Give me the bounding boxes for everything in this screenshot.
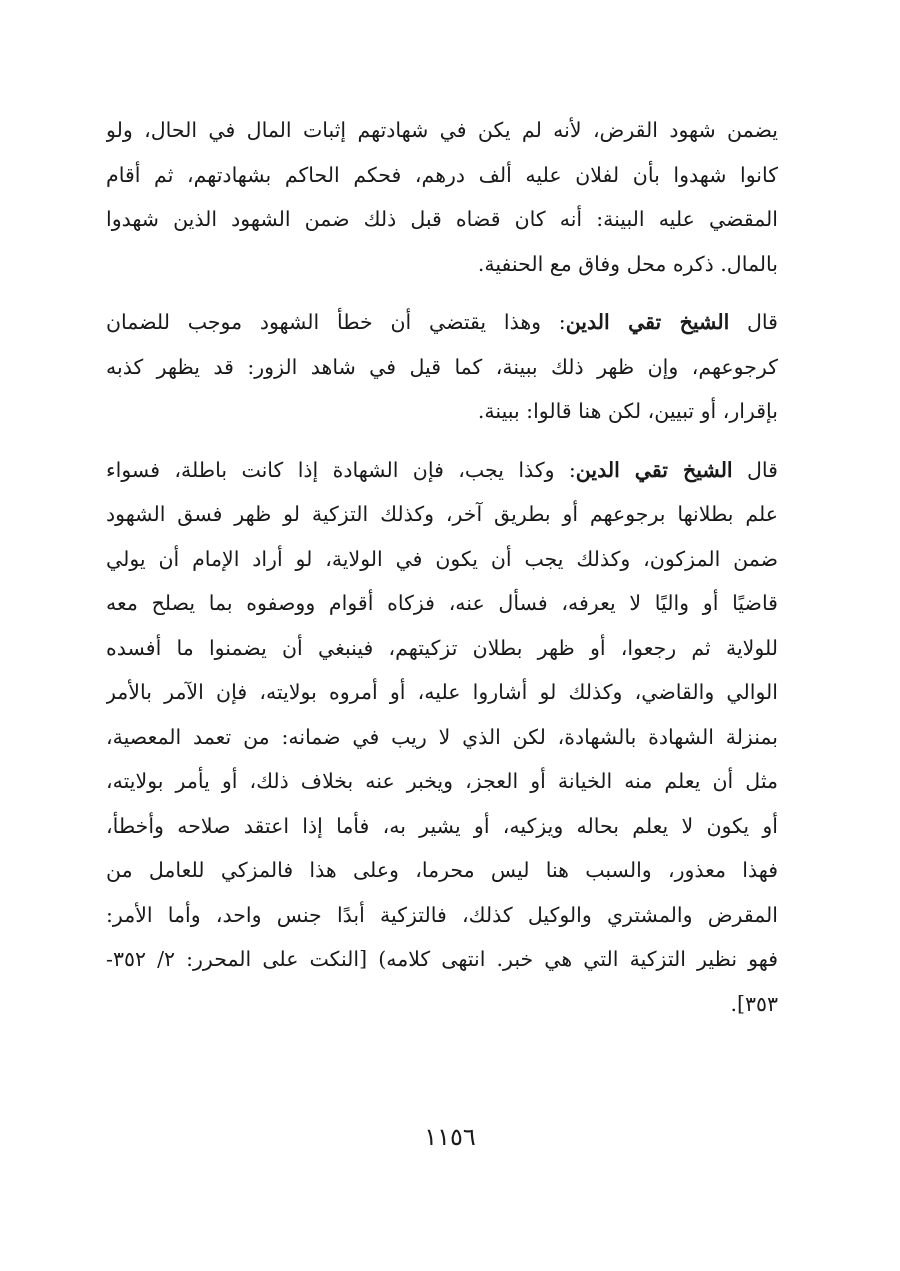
text-rest: : وهذا يقتضي أن خطأ الشهود موجب للضمان bbox=[106, 310, 566, 334]
text-line: مثل أن يعلم منه الخيانة أو العجز، ويخبر عنه بخلاف ذلك، أو يأمر بولايته، bbox=[106, 769, 778, 793]
text-prefix: قال bbox=[732, 457, 778, 482]
page-body bbox=[106, 108, 778, 1026]
paragraph-2 bbox=[106, 300, 778, 434]
text-rest: : وكذا يجب، فإن الشهادة إذا كانت باطلة، فسواء bbox=[106, 457, 576, 482]
text-line: يضمن شهود القرض، لأنه لم يكن في شهادتهم إثبات المال في الحال، ولو bbox=[106, 118, 778, 142]
text-line: أو يكون لا يعلم بحاله ويزكيه، أو يشير به، فأما إذا اعتقد صلاحه وأخطأ، bbox=[106, 813, 778, 838]
text-line: المقضي عليه البينة: أنه كان قضاه قبل ذلك ضمن الشهود الذين شهدوا bbox=[106, 207, 778, 231]
page-number: ١١٥٦ bbox=[424, 1123, 476, 1151]
text-line: كرجوعهم، وإن ظهر ذلك ببينة، كما قيل في شاهد الزور: قد يظهر كذبه bbox=[106, 354, 778, 379]
text-line: ضمن المزكون، وكذلك يجب أن يكون في الولاية، لو أراد الإمام أن يولي bbox=[106, 546, 778, 571]
text-prefix: قال bbox=[729, 310, 778, 334]
text-line: فهذا معذور، والسبب هنا ليس محرما، وعلى هذا فالمزكي للعامل من bbox=[106, 858, 778, 882]
text-line: بمنزلة الشهادة بالشهادة، لكن الذي لا ريب في ضمانه: من تعمد المعصية، bbox=[106, 724, 778, 749]
text-line: ٣٥٣]. bbox=[730, 991, 778, 1016]
text-line: قاضيًا أو واليًا لا يعرفه، فسأل عنه، فزكاه أقوام ووصفوه بما يصلح معه bbox=[106, 591, 778, 615]
text-line: علم بطلانها برجوعهم أو بطريق آخر، وكذلك التزكية لو ظهر فسق الشهود bbox=[106, 502, 778, 526]
text-line: للولاية ثم رجعوا، أو ظهر بطلان تزكيتهم، فينبغي أن يضمنوا ما أفسده bbox=[106, 635, 778, 660]
text-line: فهو نظير التزكية التي هي خبر. انتهى كلامه) [النكت على المحرر: ٢/ ٣٥٢- bbox=[106, 947, 778, 971]
text-line: بالمال. ذكره محل وفاق مع الحنفية. bbox=[477, 251, 778, 276]
paragraph-3 bbox=[106, 448, 778, 1027]
text-line bbox=[106, 448, 778, 493]
text-line: كانوا شهدوا بأن لفلان عليه ألف درهم، فحكم الحاكم بشهادتهم، ثم أقام bbox=[106, 162, 778, 187]
text-line bbox=[106, 300, 778, 345]
author-name: الشيخ تقي الدين bbox=[575, 457, 733, 482]
text-line: الوالي والقاضي، وكذلك لو أشاروا عليه، أو أمروه بولايته، فإن الآمر بالأمر bbox=[106, 680, 778, 704]
text-line: المقرض والمشتري والوكيل كذلك، فالتزكية أبدًا جنس واحد، وأما الأمر: bbox=[106, 902, 778, 927]
text-line: بإقرار، أو تبيين، لكن هنا قالوا: ببينة. bbox=[477, 399, 778, 423]
author-name: الشيخ تقي الدين bbox=[565, 310, 730, 334]
paragraph-1 bbox=[106, 108, 778, 286]
